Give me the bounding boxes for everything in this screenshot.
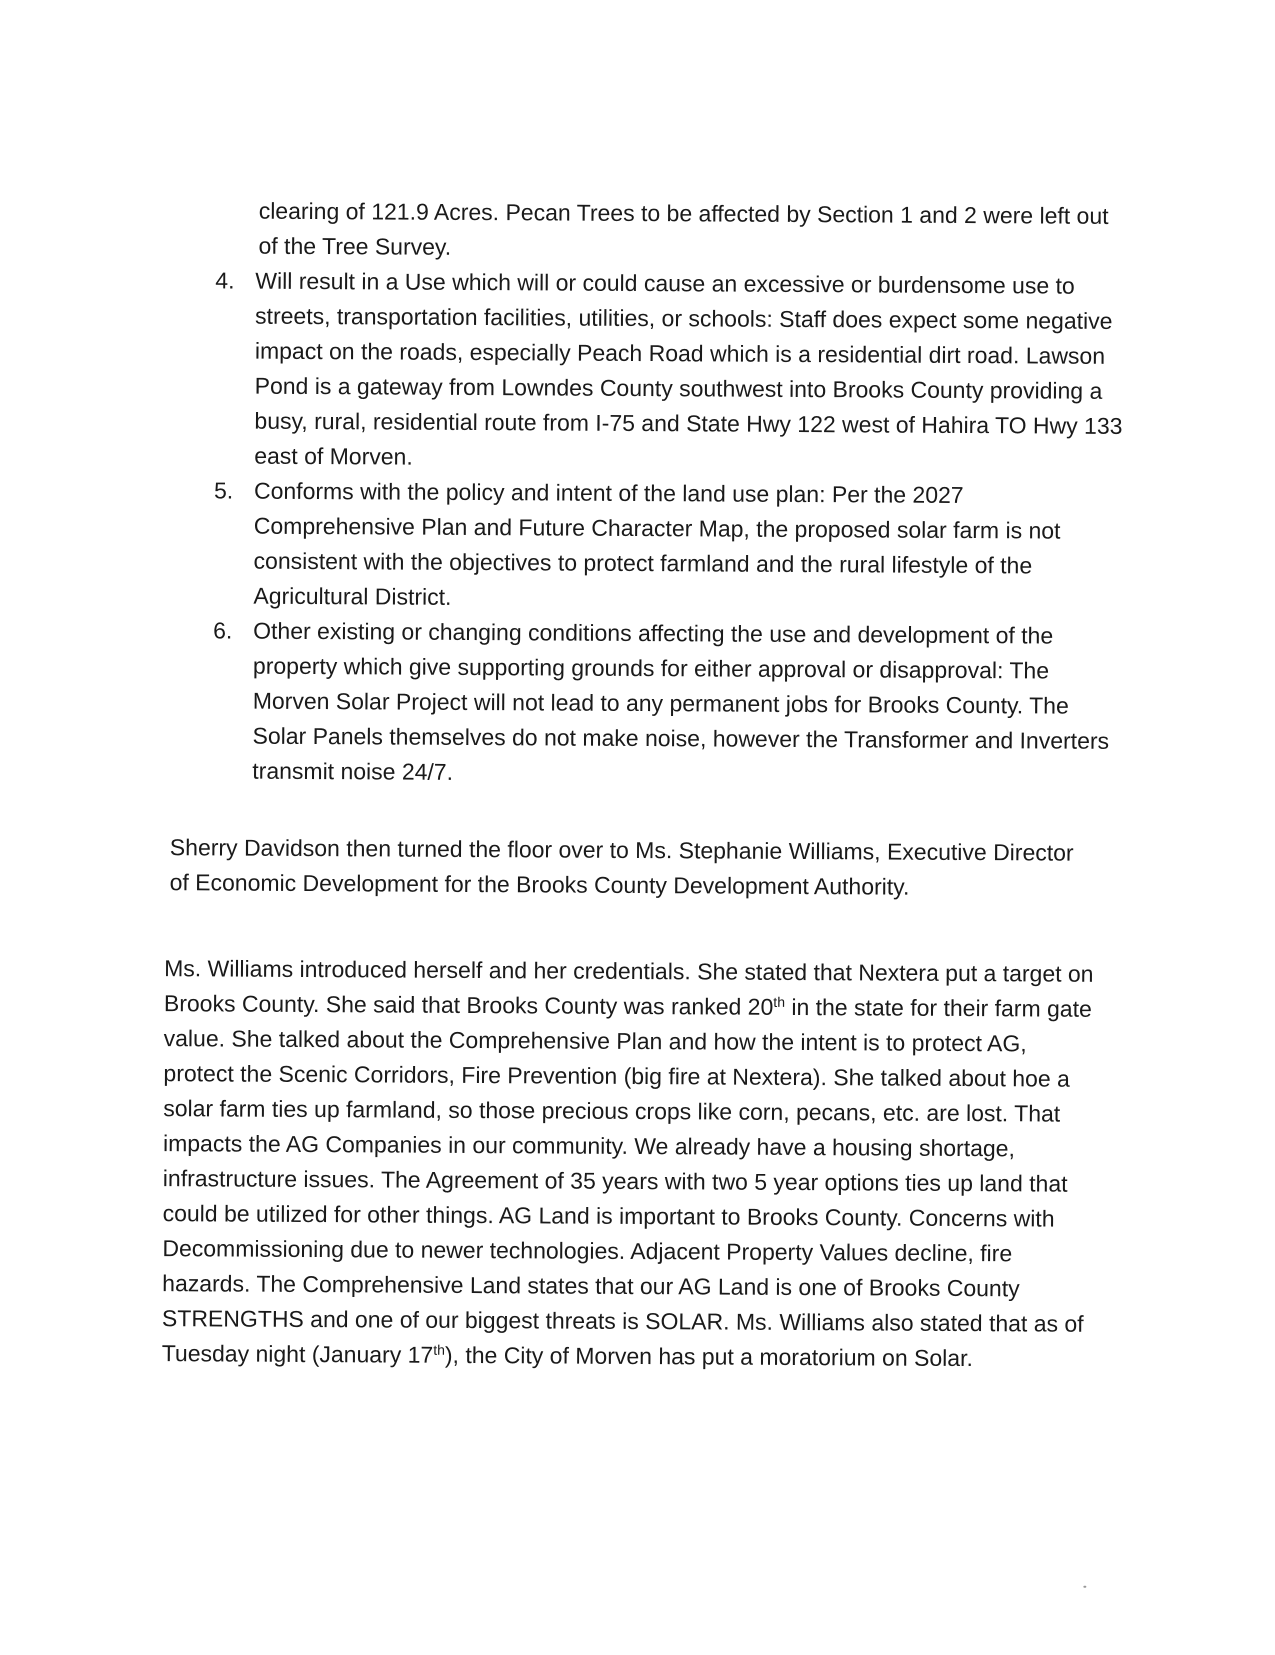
- item-number: 4.: [215, 267, 235, 294]
- paragraph-floor-handover: Sherry Davidson then turned the floor over to Ms. Stephanie Williams, Executive Director of Economic Development for the Brooks County Development Authority.: [169, 834, 1074, 900]
- list-item: [214, 263, 1125, 479]
- item-text: Conforms with the policy and intent of the land use plan: Per the 2027 Comprehensive Plan and Future Character Map, the proposed solar farm is not consistent with the objectives to protect farmland and the rural lifestyle of the Agricultural District.: [253, 477, 1061, 610]
- paragraph-text: ), the City of Morven has put a moratorium on Solar.: [444, 1341, 973, 1372]
- list-item: [213, 473, 1124, 619]
- ordinal-suffix: th: [773, 993, 786, 1010]
- item-text: Will result in a Use which will or could cause an excessive or burdensome use to streets, transportation facilities, utilities, or schools: Staff does expect some negative impact on the roads, especially Peach Road which is a residential dirt road. Lawson Pond is a gateway from Lowndes County southwest into Brooks County providing a busy, rural, residential route from I-75 and State Hwy 122 west of Hahira TO Hwy 133 east of Morven.: [254, 267, 1123, 470]
- paragraph-text: in the state for their farm gate value. She talked about the Comprehensive Plan and how the intent is to protect AG, protect the Scenic Corridors, Fire Prevention (big fire at Nextera). She talked about hoe a solar farm ties up farmland, so those precious crops like corn, pecans, etc. are lost. That impacts the AG Companies in our community. We already have a housing shortage, infrastructure issues. The Agreement of 35 years with two 5 year options ties up land that could be utilized for other things. AG Land is important to Brooks County. Concerns with Decommissioning due to newer technologies. Adjacent Property Values decline, fire hazards. The Comprehensive Land states that our AG Land is one of Brooks County STRENGTHS and one of our biggest threats is SOLAR. Ms. Williams also stated that as of Tuesday night (January 17: [161, 993, 1092, 1368]
- paragraph-williams-statement: [162, 951, 1100, 1377]
- item-number: 6.: [213, 617, 233, 644]
- item-number: 5.: [213, 477, 234, 504]
- ordinal-suffix: th: [433, 1341, 446, 1358]
- scan-speck: [1083, 1586, 1086, 1588]
- paragraph-text: Ms. Williams introduced herself and her credentials. She stated that Nextera put a target on Brooks County. She said that Brooks County was ranked 20: [163, 955, 1094, 1020]
- criteria-list: [212, 263, 1125, 794]
- item-text: Other existing or changing conditions affecting the use and development of the property which give supporting grounds for either approval or disapproval: The Morven Solar Project will not lead to any permanent jobs for Brooks County. The Solar Panels themselves do not make noise, however the Transformer and Inverters transmit noise 24/7.: [252, 617, 1110, 785]
- continued-text: clearing of 121.9 Acres. Pecan Trees to be affected by Section 1 and 2 were left out of the Tree Survey.: [258, 197, 1109, 260]
- list-item: [212, 613, 1123, 794]
